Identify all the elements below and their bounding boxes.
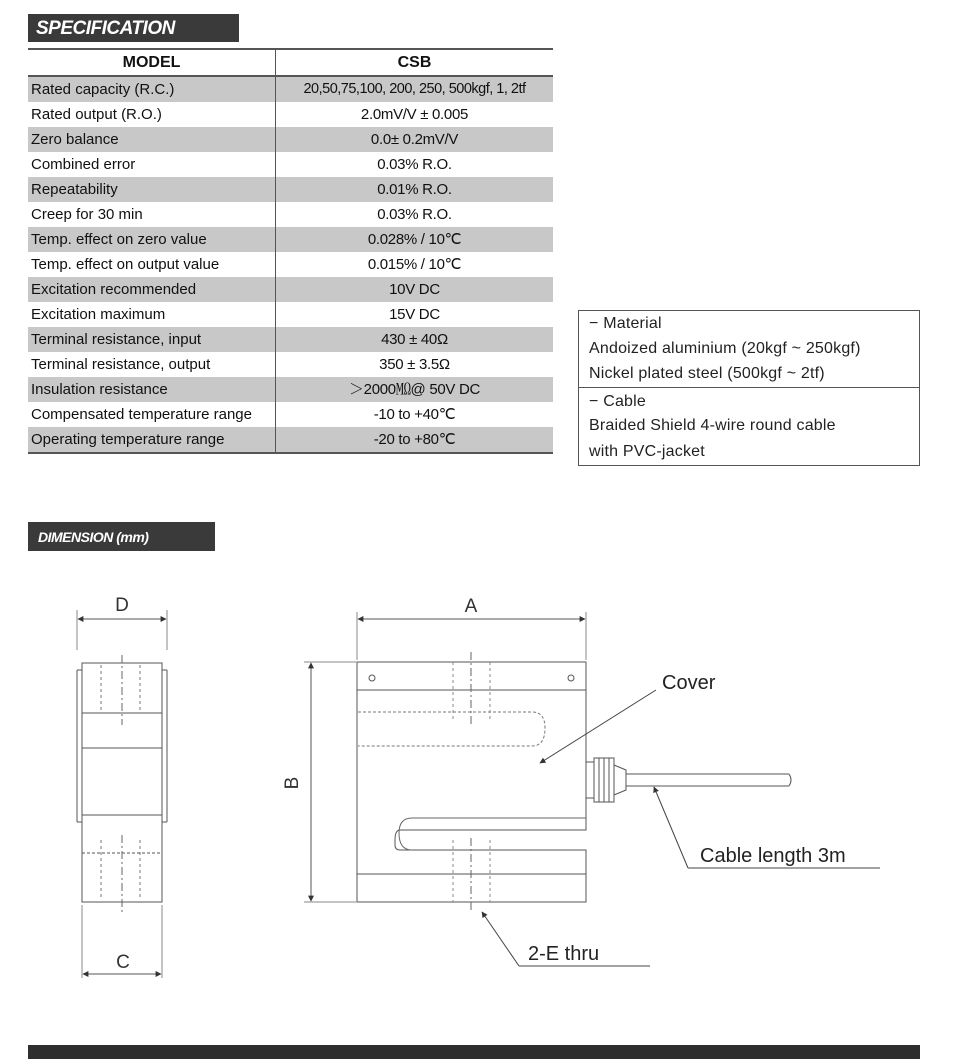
row-label: Excitation recommended: [28, 277, 276, 302]
footer-bar: [28, 1045, 920, 1059]
label-d: D: [115, 595, 129, 616]
material-line-1: Andoized aluminium (20kgf ~ 250kgf): [589, 340, 861, 357]
row-label: Temp. effect on output value: [28, 252, 276, 277]
row-label: Creep for 30 min: [28, 202, 276, 227]
specification-heading: SPECIFICATION: [28, 14, 239, 42]
label-b: B: [282, 776, 303, 790]
row-value: -20 to +80℃: [276, 427, 554, 453]
row-value: 350 ± 3.5Ω: [379, 356, 450, 373]
row-value: 0.03% R.O.: [377, 156, 452, 173]
row-value: 10V DC: [276, 277, 554, 302]
row-label: Excitation maximum: [28, 302, 276, 327]
header-csb: CSB: [276, 49, 554, 76]
row-label: Rated output (R.O.): [28, 102, 276, 127]
row-label: Repeatability: [28, 177, 276, 202]
row-label: Compensated temperature range: [28, 402, 276, 427]
row-value: -10 to +40℃: [373, 406, 456, 423]
label-c: C: [116, 952, 130, 973]
dimension-heading: DIMENSION (mm): [28, 522, 215, 551]
header-model: MODEL: [28, 49, 276, 76]
row-value: 0.0± 0.2mV/V: [276, 127, 554, 152]
row-value: 2.0mV/V ± 0.005: [360, 106, 469, 123]
row-value: 430 ± 40Ω: [276, 327, 554, 352]
row-value: 20,50,75,100, 200, 250, 500kgf, 1, 2tf: [276, 76, 554, 102]
material-line-2: Nickel plated steel (500kgf ~ 2tf): [589, 365, 825, 382]
label-cable-length: Cable length 3m: [700, 845, 846, 867]
side-view: [77, 610, 167, 978]
front-view: [304, 612, 880, 966]
material-title: − Material: [589, 315, 662, 332]
row-value: ＞2000㏁@ 50V DC: [276, 377, 554, 402]
row-value: 0.01% R.O.: [276, 177, 554, 202]
row-label: Rated capacity (R.C.): [28, 76, 276, 102]
row-label: Terminal resistance, output: [28, 352, 276, 377]
cable-line-1: Braided Shield 4-wire round cable: [589, 417, 836, 434]
row-value: 0.028% / 10℃: [276, 227, 554, 252]
row-label: Combined error: [28, 152, 276, 177]
row-value: 0.015% / 10℃: [367, 256, 462, 273]
label-thru: 2-E thru: [528, 943, 600, 965]
cable-line-2: with PVC-jacket: [589, 443, 705, 460]
row-label: Insulation resistance: [28, 377, 276, 402]
label-cover: Cover: [662, 672, 716, 694]
row-label: Operating temperature range: [28, 427, 276, 453]
row-label: Temp. effect on zero value: [28, 227, 276, 252]
row-label: Zero balance: [28, 127, 276, 152]
row-value: 0.03% R.O.: [377, 206, 452, 223]
label-a: A: [464, 596, 478, 617]
row-value: 15V DC: [389, 306, 440, 323]
cable-title: − Cable: [589, 393, 646, 410]
row-label: Terminal resistance, input: [28, 327, 276, 352]
